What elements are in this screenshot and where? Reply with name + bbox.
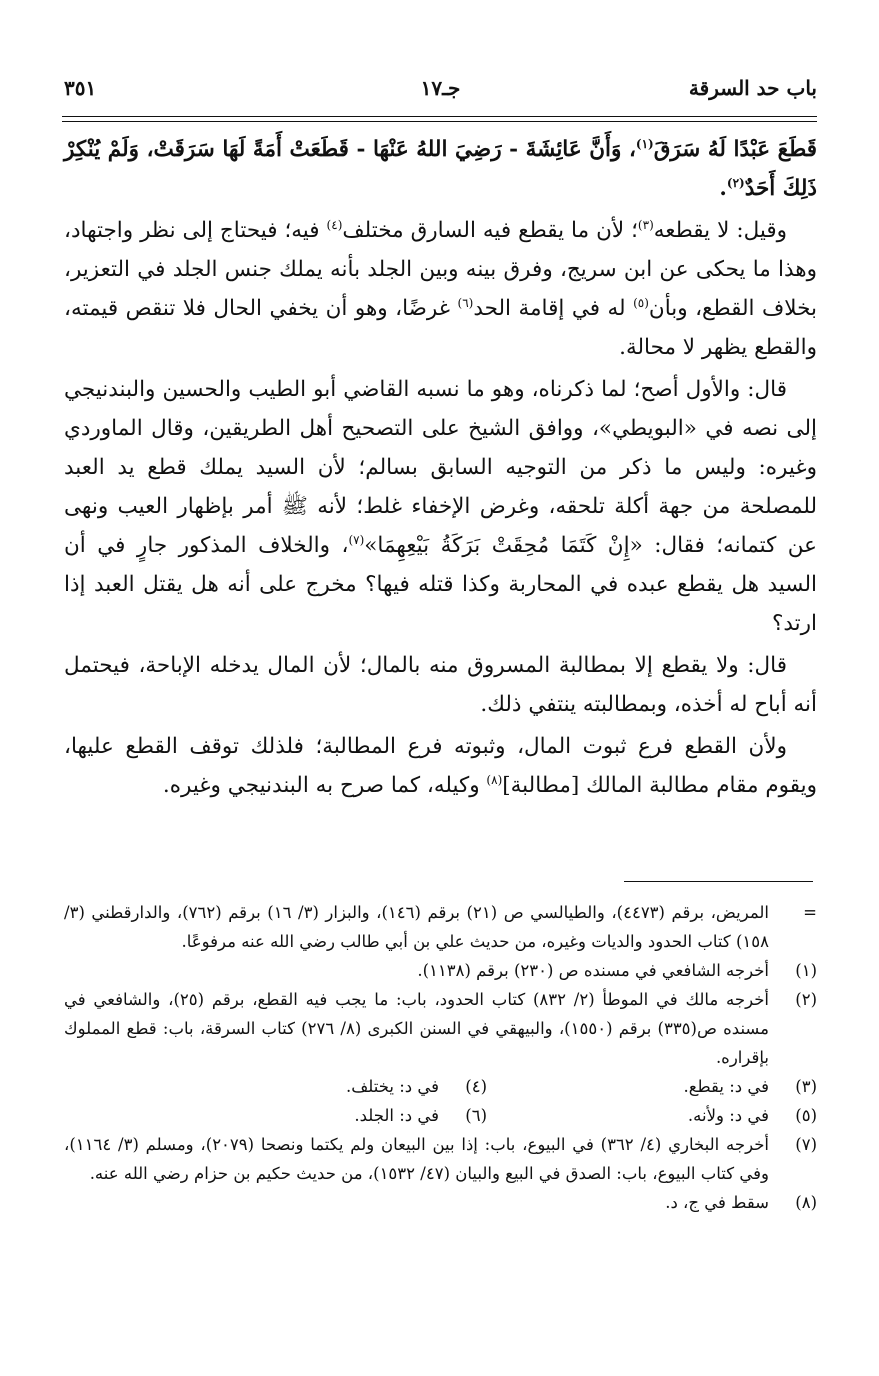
footnote-7 (64, 1130, 817, 1188)
footnote-ref[interactable]: (٢) (726, 175, 745, 190)
footnote-separator (624, 881, 813, 882)
text-run: قال: والأول أصح؛ لما ذكرناه، وهو ما نسبه القاضي أبو الطيب والحسين والبندنيجي إلى نصه في «البويطي»، ووافق الشيخ على التصحيح أهل الطريقين، وقال الماوردي وغيره: وليس ما ذكر من التوجيه السابق بسالم؛ لأن السيد يملك قطع يد العبد للمصلحة من جهة أكلة تلحقه، وغرض الإخفاء غلط؛ لأنه ﷺ أمر بإظهار العيب ونهى عن كتمانه؛ فقال: «إِنْ كَتَمَا مُحِقَتْ بَرَكَةُ بَيْعِهِمَا» (64, 377, 817, 558)
text-run: فيه؛ فيحتاج إلى نظر واجتهاد، وهذا ما يحكى عن ابن سريج، وفرق بينه وبين الجلد بأنه يملك جنس الجلد في التعزير، بخلاف القطع، وبأن (64, 218, 817, 321)
paragraph-3 (64, 370, 817, 643)
footnote-2 (64, 985, 817, 1072)
footnote-text: أخرجه البخاري (٤/ ٣٦٢) في البيوع، باب: إذا بين البيعان ولم يكتما ونصحا (٢٠٧٩)، ومسلم (٣/ ١١٦٤)، وفي كتاب البيوع، باب: الصدق في البيع والبيان (٤٧/ ١٥٣٢)، من حديث حكيم بن حزام رضي الله عنه. (64, 1135, 769, 1183)
paragraph-1 (64, 130, 817, 208)
text-run: ، وَأَنَّ عَائِشَةَ - رَضِيَ اللهُ عَنْهَا - قَطَعَتْ أَمَةً لَهَا سَرَقَتْ، وَلَمْ يُنْكِرْ ذَلِكَ أَحَدٌ (64, 137, 817, 201)
footnote-3 (487, 1072, 817, 1101)
chapter-title: باب حد السرقة (688, 76, 817, 100)
text-run: ، والخلاف المذكور جارٍ في أن السيد هل يقطع عبده في المحاربة وكذا قتله فيها؟ مخرج على أنه هل يقتل العبد إذا ارتد؟ (64, 533, 817, 636)
footnote-ref[interactable]: (٧) (348, 532, 365, 547)
footnote-text: في د: يقطع. (683, 1077, 769, 1096)
text-run: وقيل: لا يقطعه (653, 218, 788, 243)
continuation-mark: = (803, 903, 817, 922)
footnote-text: في د: ولأنه. (687, 1106, 769, 1125)
text-run: قال: ولا يقطع إلا بمطالبة المسروق منه بالمال؛ لأن المال يدخله الإباحة، فيحتمل أنه أباح له أخذه، وبمطالبته ينتفي ذلك. (64, 653, 817, 717)
header-rule-thick (62, 116, 817, 117)
footnote-text: في د: الجلد. (354, 1106, 439, 1125)
footnote-number: (٣) (795, 1077, 817, 1096)
paragraph-4 (64, 646, 817, 724)
footnote-number: (٥) (795, 1106, 817, 1125)
footnote-ref[interactable]: (٦) (457, 295, 474, 310)
text-run: . (719, 176, 727, 201)
footnote-5 (487, 1101, 817, 1130)
footnote-row-3-4 (64, 1072, 817, 1101)
footnote-number: (٤) (465, 1077, 487, 1096)
footnote-text: سقط في ج، د. (665, 1193, 769, 1212)
text-run: قَطَعَ عَبْدًا لَهُ سَرَقَ (653, 137, 817, 162)
footnote-ref[interactable]: (٣) (637, 217, 654, 232)
text-run: ؛ لأن ما يقطع فيه السارق مختلف (342, 218, 638, 243)
footnote-ref[interactable]: (٤) (326, 217, 343, 232)
footnote-continuation (64, 898, 817, 956)
volume-label: جـ١٧ (420, 76, 461, 100)
footnote-number: (٦) (465, 1106, 487, 1125)
footnote-number: (٨) (795, 1193, 817, 1212)
footnote-4 (157, 1072, 487, 1101)
footnote-text: في د: يختلف. (345, 1077, 439, 1096)
page-header (64, 76, 817, 110)
text-run: وكيله، كما صرح به البندنيجي وغيره. (162, 773, 487, 798)
paragraph-5 (64, 727, 817, 805)
footnote-1 (64, 956, 817, 985)
footnotes (64, 898, 817, 1217)
footnote-text: أخرجه مالك في الموطأ (٢/ ٨٣٢) كتاب الحدود، باب: ما يجب فيه القطع، برقم (٢٥)، والشافعي في مسنده ص(٣٣٥) برقم (١٥٥٠)، والبيهقي في السنن الكبرى (٨/ ٢٧٦) كتاب السرقة، باب: قطع المملوك بإقراره. (64, 990, 769, 1067)
paragraph-2 (64, 211, 817, 367)
footnote-text: المريض، برقم (٤٤٧٣)، والطيالسي ص (٢١) برقم (١٤٦)، والبزار (٣/ ١٦) برقم (٧٦٢)، والدارقطني (٣/ ١٥٨) كتاب الحدود والديات وغيره، من حديث علي بن أبي طالب رضي الله عنه مرفوعًا. (64, 903, 769, 951)
main-text (64, 130, 817, 808)
footnote-number: (٧) (795, 1135, 817, 1154)
text-run: غرضًا، وهو أن يخفي الحال فلا تنقص قيمته، والقطع يظهر لا محالة. (64, 296, 817, 360)
text-run: له في إقامة الحد (473, 296, 634, 321)
footnote-8 (64, 1188, 817, 1217)
footnote-text: أخرجه الشافعي في مسنده ص (٢٣٠) برقم (١١٣٨). (417, 961, 769, 980)
footnote-number: (٢) (795, 990, 817, 1009)
footnote-row-5-6 (64, 1101, 817, 1130)
text-run: ولأن القطع فرع ثبوت المال، وثبوته فرع المطالبة؛ فلذلك توقف القطع عليها، ويقوم مقام مطالبة المالك [مطالبة] (64, 734, 817, 798)
footnote-number: (١) (795, 961, 817, 980)
page-number: ٣٥١ (64, 76, 97, 100)
footnote-6 (157, 1101, 487, 1130)
footnote-ref[interactable]: (٥) (633, 295, 649, 310)
header-rule-thin (62, 121, 817, 122)
footnote-ref[interactable]: (٨) (486, 772, 503, 787)
footnote-ref[interactable]: (١) (635, 136, 654, 151)
